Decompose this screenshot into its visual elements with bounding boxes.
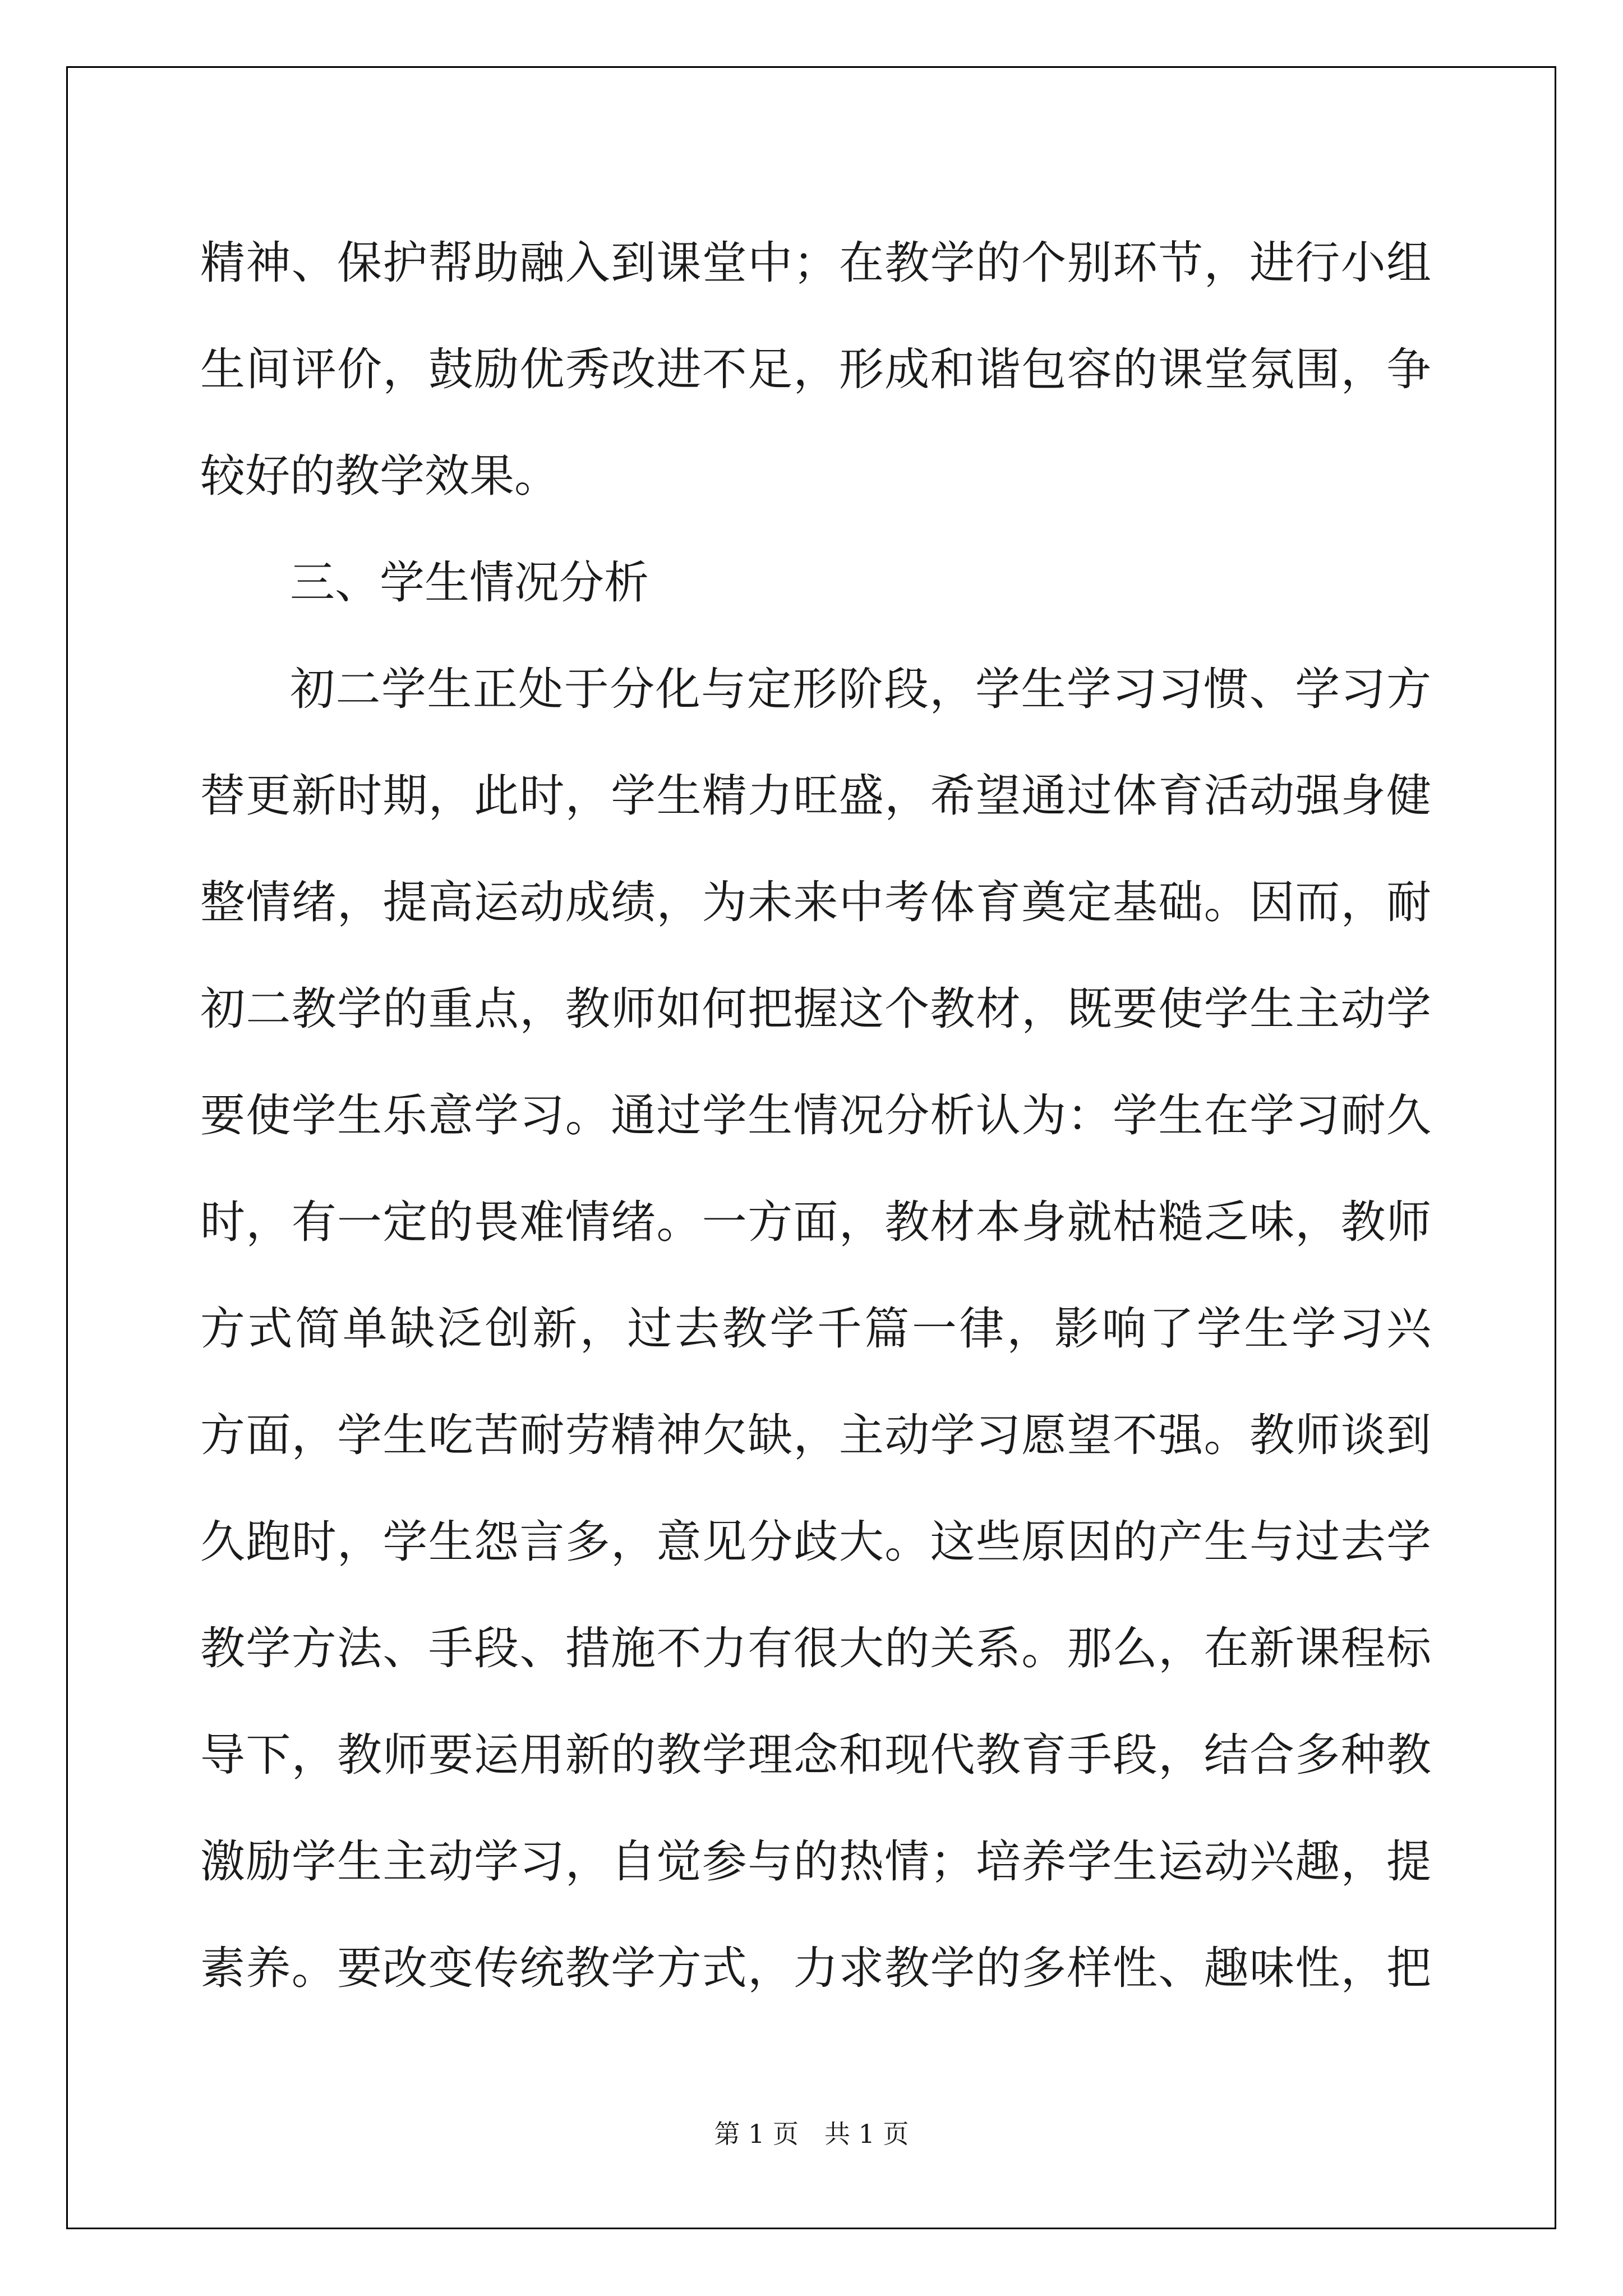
paragraph-line: 精神、保护帮助融入到课堂中；在教学的个别环节，进行小组 [200,237,1431,289]
paragraph-line: 替更新时期，此时，学生精力旺盛，希望通过体育活动强身健 [200,770,1431,822]
paragraph-line: 生间评价，鼓励优秀改进不足，形成和谐包容的课堂氛围，争 [200,343,1431,395]
paragraph-line: 方面，学生吃苦耐劳精神欠缺，主动学习愿望不强。教师谈到 [200,1409,1431,1461]
paragraph-line: 初二学生正处于分化与定形阶段，学生学习习惯、学习方 [290,663,1431,715]
paragraph-line: 教学方法、手段、措施不力有很大的关系。那么，在新课程标 [200,1622,1431,1674]
paragraph-line: 激励学生主动学习，自觉参与的热情；培养学生运动兴趣，提 [200,1835,1431,1888]
paragraph-line: 素养。要改变传统教学方式，力求教学的多样性、趣味性，把 [200,1942,1431,1994]
page-footer: 第 1 页 共 1 页 [714,2119,909,2149]
paragraph-line: 导下，教师要运用新的教学理念和现代教育手段，结合多种教 [200,1729,1431,1781]
paragraph-line: 时，有一定的畏难情绪。一方面，教材本身就枯糙乏味，教师 [200,1196,1431,1248]
paragraph-line: 三、学生情况分析 [290,556,649,609]
paragraph-line: 整情绪，提高运动成绩，为未来中考体育奠定基础。因而，耐 [200,876,1431,928]
paragraph-line: 久跑时，学生怨言多，意见分歧大。这些原因的产生与过去学 [200,1516,1431,1568]
paragraph-line: 初二教学的重点，教师如何把握这个教材，既要使学生主动学 [200,983,1431,1035]
paragraph-line: 方式简单缺泛创新，过去教学千篇一律，影响了学生学习兴 [200,1303,1431,1355]
document-body [200,210,1431,2022]
paragraph-line: 较好的教学效果。 [200,450,559,502]
paragraph-line: 要使学生乐意学习。通过学生情况分析认为：学生在学习耐久 [200,1089,1431,1142]
